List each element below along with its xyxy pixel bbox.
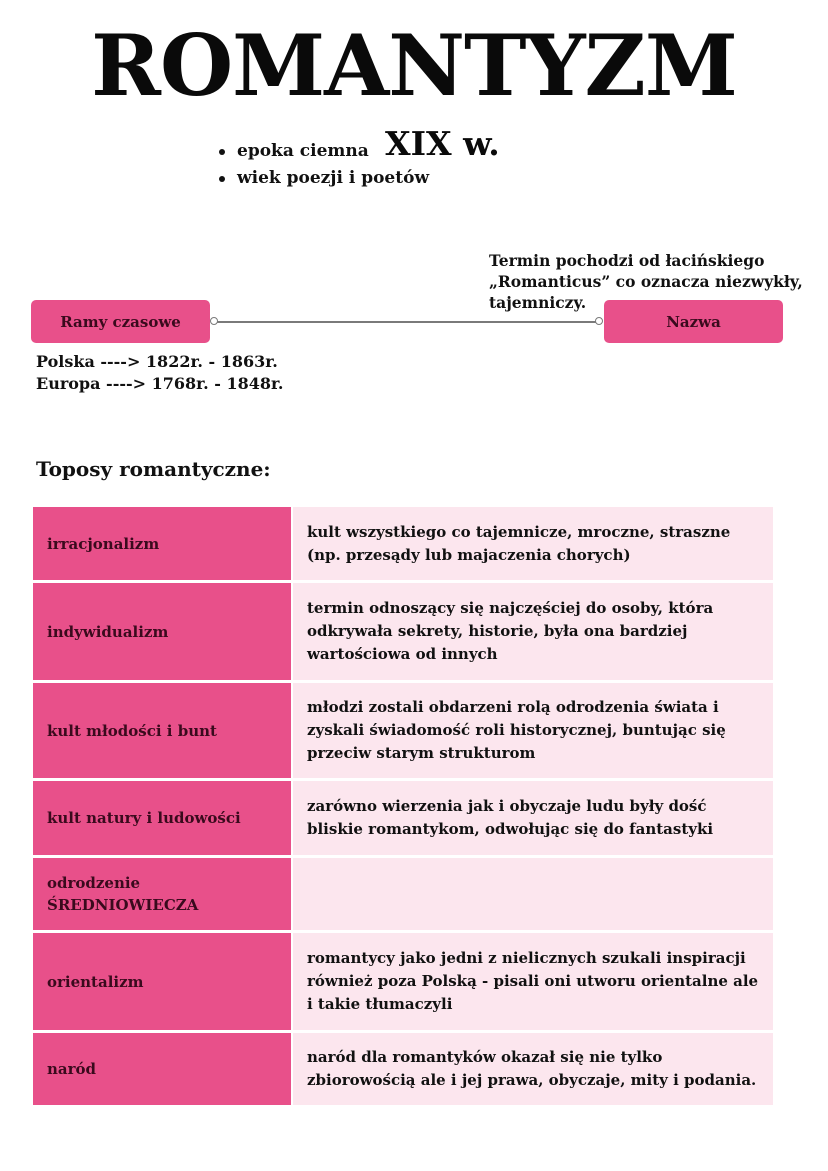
table-row (33, 933, 773, 1030)
date-range-poland: Polska ----> 1822r. - 1863r. (36, 352, 278, 371)
table-row (33, 683, 773, 778)
date-range-europe: Europa ----> 1768r. - 1848r. (36, 374, 284, 393)
list-item-text: wiek poezji i poetów (237, 168, 430, 188)
bullet-icon (219, 176, 225, 182)
topos-term: naród (33, 1033, 291, 1105)
century-label: XIX w. (385, 124, 500, 163)
name-label: Nazwa (666, 312, 721, 331)
topos-term: kult natury i ludowości (33, 781, 291, 855)
section-heading: Toposy romantyczne: (36, 457, 271, 481)
table-row (33, 781, 773, 855)
topos-term: kult młodości i bunt (33, 683, 291, 778)
topos-term: irracjonalizm (33, 507, 291, 580)
topos-description: zarówno wierzenia jak i obyczaje ludu były dość bliskie romantykom, odwołując się do fantastyki (293, 781, 773, 855)
topos-description (293, 858, 773, 930)
table-row (33, 1033, 773, 1105)
name-box (604, 300, 783, 343)
topos-description: młodzi zostali obdarzeni rolą odrodzenia świata i zyskali świadomość roli historycznej, buntując się przeciw starym strukturom (293, 683, 773, 778)
topoi-table (33, 507, 773, 1105)
topos-description: naród dla romantyków okazał się nie tylko zbiorowością ale i jej prawa, obyczaje, mity i podania. (293, 1033, 773, 1105)
list-item (217, 165, 429, 192)
table-row (33, 858, 773, 930)
topos-term: indywidualizm (33, 583, 291, 680)
time-frame-label: Ramy czasowe (60, 312, 181, 331)
table-row (33, 507, 773, 580)
topos-description: romantycy jako jedni z nielicznych szukali inspiracji również poza Polską - pisali oni utworu orientalne ale i takie tłumaczyli (293, 933, 773, 1030)
list-item-text: epoka ciemna (237, 141, 369, 161)
table-row (33, 583, 773, 680)
topos-description: kult wszystkiego co tajemnicze, mroczne, straszne (np. przesądy lub majaczenia chorych) (293, 507, 773, 580)
bullet-icon (219, 149, 225, 155)
topos-term: orientalizm (33, 933, 291, 1030)
topos-term: odrodzenie ŚREDNIOWIECZA (33, 858, 291, 930)
name-origin-note: Termin pochodzi od łacińskiego „Romanticus” co oznacza niezwykły, tajemniczy. (489, 251, 803, 312)
time-frame-dates (36, 351, 284, 395)
time-frame-box (31, 300, 210, 343)
connector-line (214, 321, 599, 323)
topos-description: termin odnoszący się najczęściej do osoby, która odkrywała sekrety, historie, była ona bardziej wartościowa od innych (293, 583, 773, 680)
page-title: ROMANTYZM (91, 16, 737, 115)
connector-endpoint-right (595, 317, 603, 325)
connector-endpoint-left (210, 317, 218, 325)
